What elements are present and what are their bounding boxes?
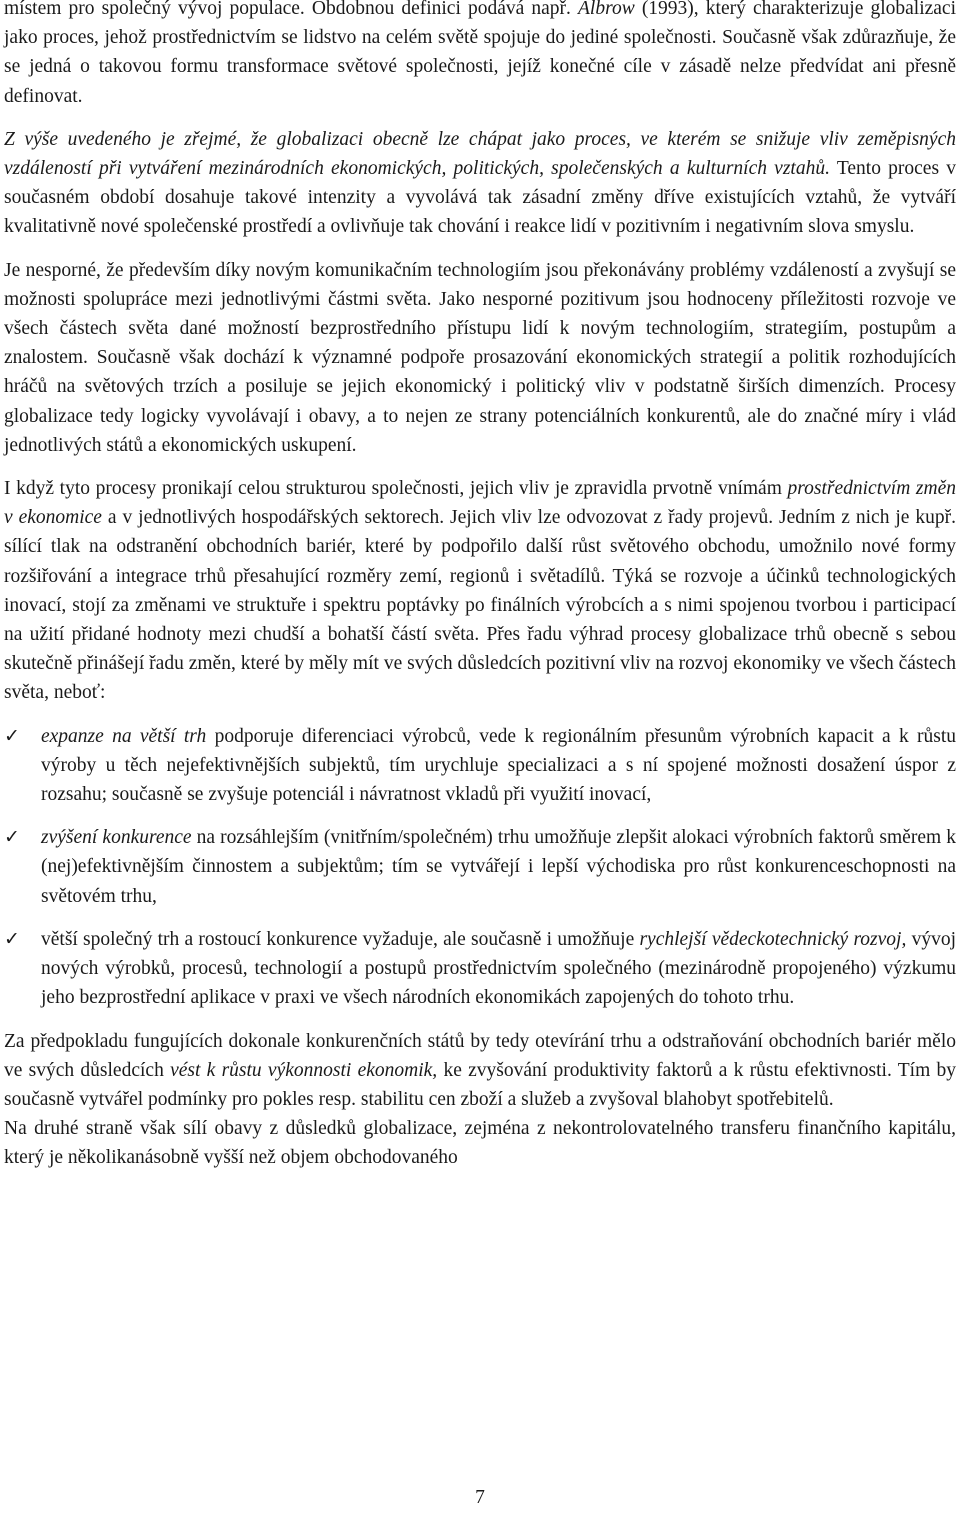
- list-item-text: [41, 827, 956, 906]
- text-run: Na druhé straně však sílí obavy z důsledků globalizace, zejména z nekontrolovatelného transferu finančního kapitálu, který je několikanásobně vyšší než objem obchodovaného: [4, 1118, 956, 1169]
- text-run: (1993), který charakterizuje globalizaci jako proces, jehož prostřednictvím se lidstvo na celém světě spojuje do jediné společnosti. Současně však zdůrazňuje, že se jedná o takovou formu transformace světové společnosti, jejíž konečné cíle v zásadě nelze předvídat ani přesně definovat.: [4, 0, 957, 107]
- list-item-text: [41, 726, 956, 805]
- paragraph-globalization-summary: [4, 125, 956, 242]
- checkmark-icon: ✓: [4, 826, 20, 849]
- checkmark-icon: ✓: [4, 724, 20, 747]
- text-run: podporuje diferenciaci výrobců, vede k regionálním přesunům výrobních kapacit a k růstu výroby u těch nejefektivnějších subjektů, tím urychluje specializaci a s ní spojené možnosti dosažení úspor z rozsahu; současně se zvyšuje potenciál i návratnost vkladů při využití inovací,: [41, 725, 956, 806]
- list-item: [4, 925, 956, 1013]
- page-number: 7: [475, 1487, 485, 1508]
- paragraph-communication-technologies: [4, 256, 956, 460]
- text-run: vývoj nových výrobků, procesů, technologií a postupů prostřednictvím společného (mezinárodně propojeného) výzkumu jeho bezprostřední aplikace v praxi ve všech národních ekonomikách zapojených do tohoto trhu.: [41, 928, 956, 1009]
- text-run: Tento proces v současném období dosahuje takové intenzity a vyvolává tak zásadní změny dříve existujících vztahů, že vytváří kvalitativně nové společenské prostředí a ovlivňuje tak chování i reakce lidí v pozitivním i negativním slova smyslu.: [4, 158, 956, 238]
- list-item: [4, 722, 956, 810]
- text-run: I když tyto procesy pronikají celou strukturou společnosti, jejich vliv je zpravidla prvotně vnímám: [4, 478, 788, 500]
- italic-text: Z výše uvedeného je zřejmé, že globalizaci obecně lze chápat jako proces, ve kterém se snižuje vliv zeměpisných vzdáleností při vytváření mezinárodních ekonomických, politických, společenských a kulturních vztahů.: [4, 128, 956, 180]
- italic-text: expanze na větší trh: [41, 725, 207, 747]
- italic-text: prostřednictvím změn v ekonomice: [4, 478, 956, 529]
- text-run: na rozsáhlejším (vnitřním/společném) trhu umožňuje zlepšit alokaci výrobních faktorů směrem k (nej)efektivnějším činnostem a subjektům; tím se vytvářejí i lepší východiska pro růst konkurenceschopnosti na světovém trhu,: [41, 827, 956, 907]
- italic-text: zvýšení konkurence: [41, 827, 192, 849]
- text-run: větší společný trh a rostoucí konkurence vyžaduje, ale současně i umožňuje: [41, 928, 640, 950]
- paragraph-market-opening: [4, 1027, 956, 1115]
- italic-text: Albrow: [578, 0, 635, 19]
- list-item: [4, 823, 956, 911]
- text-run: Za předpokladu fungujících dokonale konkurenčních států by tedy otevírání trhu a odstraňování obchodních bariér mělo ve svých důsledcích: [4, 1030, 956, 1081]
- italic-text: rychlejší vědeckotechnický rozvoj,: [639, 928, 907, 950]
- paragraph-globalization-concerns: [4, 1114, 956, 1172]
- text-run: místem pro společný vývoj populace. Obdobnou definici podává např.: [4, 0, 579, 19]
- document-page: [4, 0, 956, 1173]
- text-run: ke zvyšování produktivity faktorů a k růstu efektivnosti. Tím by současně vytvářel podmínky pro pokles resp. stabilitu cen zboží a služeb a zvyšoval blahobyt spotřebitelů.: [4, 1059, 957, 1110]
- benefits-list: [4, 722, 956, 1013]
- italic-text: vést k růstu výkonnosti ekonomik,: [170, 1059, 438, 1081]
- paragraph-economic-effects: [4, 474, 956, 708]
- list-item-text: [41, 929, 956, 1008]
- paragraph-albrow-definition: [4, 0, 956, 111]
- text-run: a v jednotlivých hospodářských sektorech. Jejich vliv lze odvozovat z řady projevů. Jedním z nich je kupř. sílící tlak na odstranění obchodních bariér, které by podpořilo další růst světového obchodu, umožnilo nové formy rozšiřování a integrace trhů přesahující rozměry zemí, regionů i světadílů. Týká se rozvoje a účinků technologických inovací, stojí za změnami ve struktuře i spektru poptávky po finálních výrobcích a s nimi spojenou tvorbou i participací na užití přidané hodnoty mezi chudší a bohatší částí světa. Přes řadu výhrad procesy globalizace trhů obecně s sebou skutečně přinášejí řadu změn, které by měly mít ve svých důsledcích pozitivní vliv na rozvoj ekonomiky ve všech částech světa, neboť:: [4, 507, 956, 704]
- text-run: Je nesporné, že především díky novým komunikačním technologiím jsou překonávány problémy vzdáleností a zvyšují se možnosti spolupráce mezi jednotlivými částmi světa. Jako nesporné pozitivum jsou hodnoceny příležitosti rozvoje ve všech částech světa dané možností bezprostředního přístupu lidí k novým technologiím, strategiím, postupům a znalostem. Současně však dochází k významné podpoře prosazování ekonomických strategií a politik rozhodujících hráčů na světových trzích a posiluje se jejich ekonomický i politický vliv v podstatně širších dimenzích. Procesy globalizace tedy logicky vyvolávají i obavy, a to nejen ze strany potenciálních konkurentů, ale do značné míry i vlád jednotlivých států a ekonomických uskupení.: [4, 259, 956, 456]
- checkmark-icon: ✓: [4, 927, 20, 950]
